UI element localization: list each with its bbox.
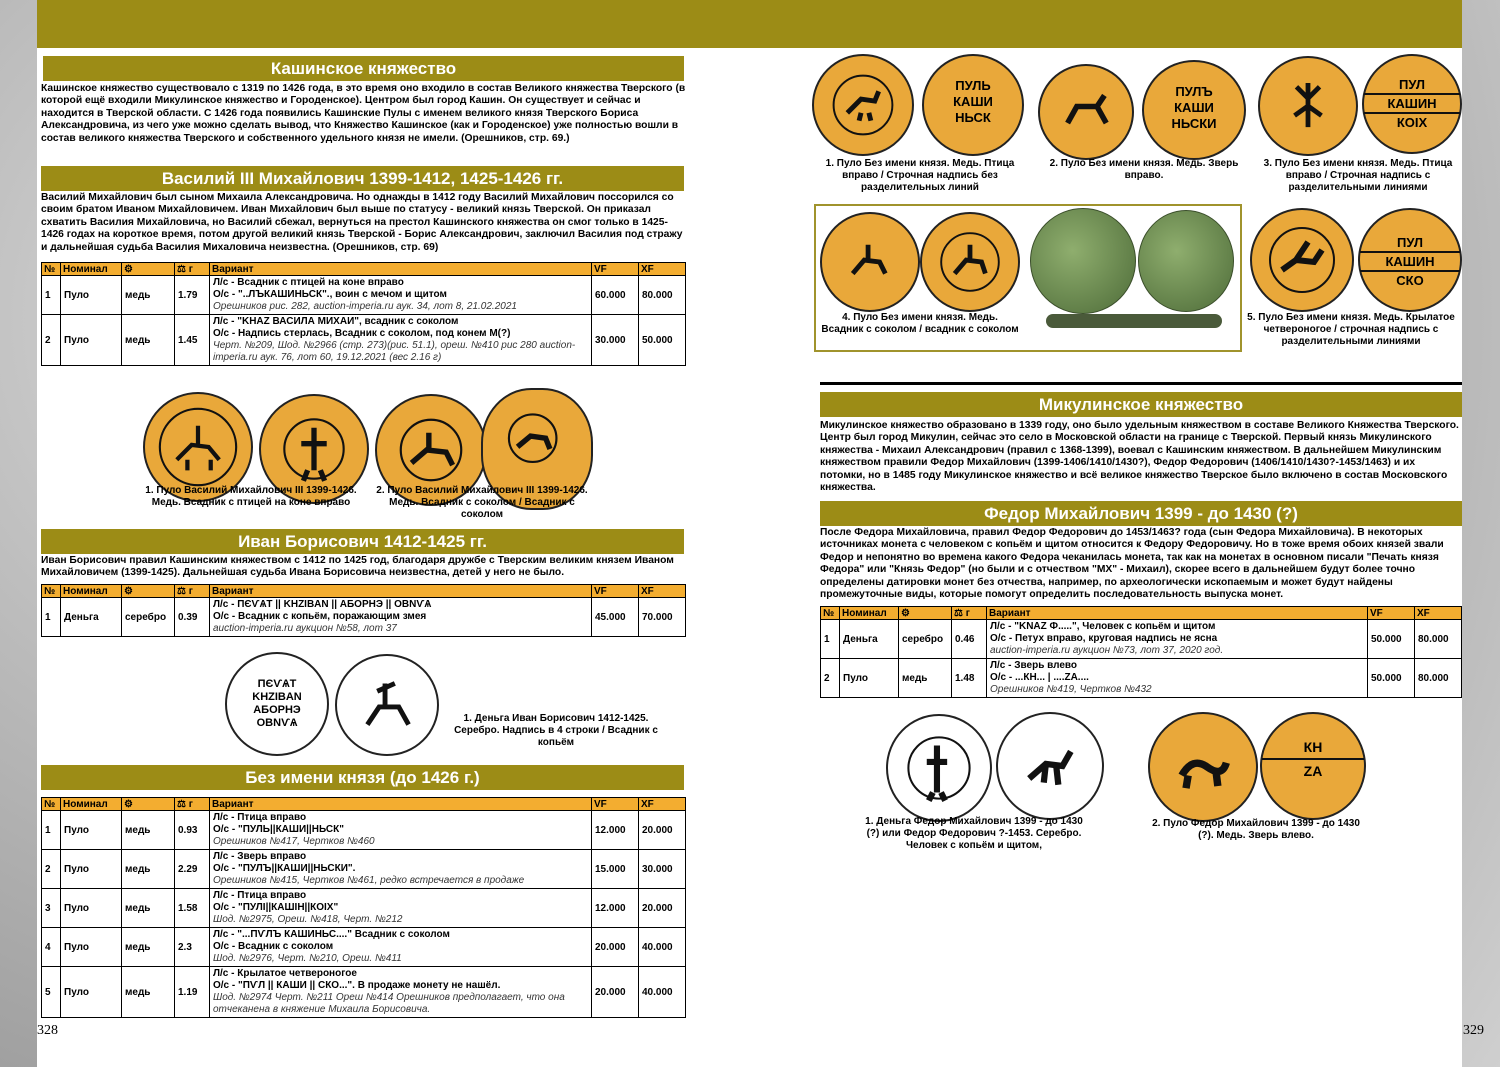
cell-nominal: Деньга [840,620,899,659]
table-row [42,598,686,637]
cell-variant [210,598,592,637]
cell-nominal: Деньга [61,598,122,637]
cell-xf: 30.000 [639,850,686,889]
variant-obverse: Л/с - "KNAZ Ф.....", Человек с копьём и щитом [990,621,1216,632]
variant-obverse: Л/с - ПЄѴѦТ || KHZIBAN || АБОРНЭ || OBNѴѦ [213,599,432,610]
variant-reference: auction-imperia.ru аукцион №58, лот 37 [213,623,397,634]
col-metal: ⚙ [122,585,175,598]
col-variant: Вариант [987,607,1368,620]
cell-variant [210,889,592,928]
inscription-line: ПУЛЪ [1175,84,1213,99]
table-header-row [42,263,686,276]
cell-num: 3 [42,889,61,928]
col-weight: ⚖ г [175,585,210,598]
cell-num: 1 [821,620,840,659]
table-row [42,811,686,850]
caption-noname3: 3. Пуло Без имени князя. Медь. Птица вправо / Строчная надпись с разделительными линиями [1263,158,1453,193]
inscription-line: КОІХ [1396,115,1428,130]
inscription-line: ZA [1262,758,1364,782]
coin-noname2-reverse-image [1142,60,1246,160]
variant-reverse: О/с - "ПУЛЪ||КАШИ||НЬСКИ". [213,863,356,874]
cell-nominal: Пуло [61,889,122,928]
cell-metal: медь [122,315,175,366]
cell-metal: медь [122,811,175,850]
inscription-line: КАШИ [1174,100,1214,115]
col-vf: VF [592,585,639,598]
header-kashin: Кашинское княжество [43,56,684,81]
text-kashin: Кашинское княжество существовало с 1319 по 1426 года, в это время оно входило в состав Великого княжества Тверского (в которой ещё входили Микулинское княжество и Городенское). Центром был город Кашин. Он существует и сейчас и находится в Тверской области. С 1426 года появились Кашинские Пулы с именем великого князя Тверского Бориса Александровича, из чего уже можно сделать вывод, что Княжество Кашинское (как и Городенское) уже полностью вошли в состав великого княжества Тверского и собственного удельного князя не имели. (Орешников, стр. 69.) [41,83,686,144]
col-variant: Вариант [210,263,592,276]
col-nominal: Номинал [61,263,122,276]
cell-vf: 15.000 [592,850,639,889]
cell-vf: 20.000 [592,967,639,1018]
cell-metal: серебро [899,620,952,659]
col-variant: Вариант [210,585,592,598]
col-xf: XF [639,798,686,811]
table-fedor [820,606,1462,698]
table-header-row [821,607,1462,620]
cell-metal: медь [122,967,175,1018]
coin-fedor1-obverse-image [886,714,992,822]
variant-reverse: О/с - Всадник с соколом [213,941,334,952]
variant-obverse: Л/с - Птица вправо [213,812,307,823]
cell-xf: 80.000 [1415,659,1462,698]
inscription-line: КАШИН [1364,93,1460,114]
caption-noname1: 1. Пуло Без имени князя. Медь. Птица вправо / Строчная надпись без разделительных линий [825,158,1015,193]
cell-vf: 60.000 [592,276,639,315]
cell-num: 2 [42,315,61,366]
table-row [42,889,686,928]
cell-nominal: Пуло [61,315,122,366]
cell-xf: 50.000 [639,315,686,366]
variant-reverse: О/с - "ПУЛІ||КАШІН||КОІХ" [213,902,339,913]
table-header-row [42,585,686,598]
col-num: № [42,585,61,598]
col-vf: VF [592,263,639,276]
coin-noname3-obverse-image [1258,56,1358,156]
cell-nominal: Пуло [61,811,122,850]
variant-reference: Орешников №417, Чертков №460 [213,836,375,847]
coin-noname4-photo-obverse-image [1030,208,1136,314]
variant-reverse: О/с - "..ЛЪКАШИНЬСК"., воин с мечом и щитом [213,289,447,300]
cell-nominal: Пуло [61,276,122,315]
cell-variant [210,276,592,315]
cell-vf: 30.000 [592,315,639,366]
cell-variant [987,620,1368,659]
cell-metal: медь [122,889,175,928]
table-row [42,967,686,1018]
col-num: № [42,798,61,811]
col-xf: XF [1415,607,1462,620]
left-page [37,48,750,1067]
col-metal: ⚙ [122,798,175,811]
cell-num: 1 [42,598,61,637]
cell-vf: 50.000 [1368,620,1415,659]
variant-reference: auction-imperia.ru аукцион №73, лот 37, 2020 год. [990,645,1224,656]
inscription-line: ПУЛ [1398,77,1426,92]
variant-reference: Орешников рис. 282, auction-imperia.ru аук. 34, лот 8, 21.02.2021 [213,301,517,312]
inscription-line: OBNѴѦ [256,717,298,729]
cell-variant [210,811,592,850]
cell-weight: 1.79 [175,276,210,315]
cell-num: 2 [42,850,61,889]
inscription-line: KHZIBAN [252,691,302,703]
variant-reference: Орешников №415, Чертков №461, редко встречается в продаже [213,875,525,886]
variant-reverse: О/с - "ПУЛЬ||КАШИ||НЬСК" [213,824,344,835]
inscription-line: ПЄѴѦТ [257,678,297,690]
inscription-line: КАШИН [1360,251,1460,272]
cell-vf: 45.000 [592,598,639,637]
coin-ivan-reverse-image [335,654,439,756]
page-number-left: 328 [37,1023,58,1038]
table-noname [41,797,686,1018]
variant-reference: Шод. №2974 Черт. №211 Ореш №414 Орешников предполагает, что она отчеканена в княжение Михаила Борисовича. [213,992,565,1015]
table-ivan [41,584,686,637]
caption-noname4: 4. Пуло Без имени князя. Медь. Всадник с соколом / всадник с соколом [821,312,1019,335]
coin-fedor2-obverse-image [1148,712,1258,822]
variant-obverse: Л/с - Крылатое четвероногое [213,968,357,979]
col-nominal: Номинал [61,798,122,811]
variant-obverse: Л/с - Зверь вправо [213,851,307,862]
cell-weight: 2.29 [175,850,210,889]
header-fedor: Федор Михайлович 1399 - до 1430 (?) [820,501,1462,526]
col-xf: XF [639,263,686,276]
cell-num: 4 [42,928,61,967]
variant-reference: Орешников №419, Чертков №432 [990,684,1152,695]
col-metal: ⚙ [899,607,952,620]
table-row [42,276,686,315]
cell-xf: 40.000 [639,967,686,1018]
cell-xf: 20.000 [639,811,686,850]
cell-weight: 1.48 [952,659,987,698]
cell-variant [210,315,592,366]
variant-reference: Черт. №209, Шод. №2966 (стр. 273)(рис. 51.1), ореш. №410 рис 280 auction-imperia.ru аук. 76, лот 60, 19.12.2021 (вес 2.16 г) [213,340,576,363]
cell-variant [210,967,592,1018]
cell-vf: 12.000 [592,889,639,928]
cell-nominal: Пуло [61,928,122,967]
coin-noname5-reverse-image [1358,208,1462,312]
cell-vf: 20.000 [592,928,639,967]
col-weight: ⚖ г [175,263,210,276]
inscription-line: НЬСКИ [1171,116,1217,131]
caption-ivan1: 1. Деньга Иван Борисович 1412-1425. Серебро. Надпись в 4 строки / Всадник с копьём [454,713,658,748]
coin-noname3-reverse-image [1362,54,1462,154]
coin-noname4-photo-reverse-image [1138,210,1234,312]
cell-variant [210,928,592,967]
cell-xf: 80.000 [1415,620,1462,659]
cell-xf: 80.000 [639,276,686,315]
cell-num: 2 [821,659,840,698]
cell-num: 5 [42,967,61,1018]
table-row [42,928,686,967]
col-xf: XF [639,585,686,598]
caption-vasily2: 2. Пуло Василий Михайлович III 1399-1426. Медь. Всадник с соколом / Всадник с соколом [376,485,588,520]
cell-vf: 12.000 [592,811,639,850]
variant-reverse: О/с - Надпись стерлась, Всадник с соколом, под конем М(?) [213,328,511,339]
cell-xf: 20.000 [639,889,686,928]
inscription-line: СКО [1396,273,1424,288]
cell-metal: серебро [122,598,175,637]
cell-weight: 1.19 [175,967,210,1018]
caption-fedor1: 1. Деньга Федор Михайлович 1399 - до 1430 (?) или Федор Федорович ?-1453. Серебро. Человек с копьём и щитом, [865,816,1083,851]
col-metal: ⚙ [122,263,175,276]
col-weight: ⚖ г [952,607,987,620]
inscription-line: НЬСК [955,110,991,125]
cell-metal: медь [122,276,175,315]
cell-xf: 40.000 [639,928,686,967]
section-divider [820,382,1462,385]
coin-noname4-reverse-image [920,212,1020,312]
col-variant: Вариант [210,798,592,811]
variant-reference: Шод. №2976, Черт. №210, Ореш. №411 [213,953,402,964]
cell-weight: 0.39 [175,598,210,637]
header-mikulin: Микулинское княжество [820,392,1462,417]
coin-fedor2-reverse-image [1260,712,1366,820]
page-number-right: 329 [1463,1023,1484,1038]
variant-reverse: О/с - Петух вправо, круговая надпись не ясна [990,633,1218,644]
cell-variant [210,850,592,889]
coin-edge-photo-image [1046,314,1222,328]
col-vf: VF [592,798,639,811]
header-ivan: Иван Борисович 1412-1425 гг. [41,529,684,554]
coin-noname1-obverse-image [812,54,914,156]
table-row [42,850,686,889]
right-page [750,48,1484,1067]
variant-obverse: Л/с - Птица вправо [213,890,307,901]
coin-fedor1-reverse-image [996,712,1104,820]
cell-metal: медь [122,850,175,889]
cell-metal: медь [899,659,952,698]
caption-fedor2: 2. Пуло Федор Михайлович 1399 - до 1430 (?). Медь. Зверь влево. [1152,818,1360,841]
coin-noname4-obverse-image [820,212,920,312]
col-num: № [42,263,61,276]
variant-obverse: Л/с - Зверь влево [990,660,1078,671]
table-vasily [41,262,686,366]
table-row [821,620,1462,659]
text-mikulin: Микулинское княжество образовано в 1339 году, оно было удельным княжеством в составе Великого Княжества Тверского. Центр был город Микулин, сейчас это село в Московской области на границе с Тверской. Первый князь Микулинского княжества - Михаил Александрович (правил с 1368-1399), воевал с Кашинским княжеством. В дальнейшем Микулинским княжеством правили Федор Михайлович (1399-1406/1410/1430?), Федор Федорович (1406/1410/1430?-1453/1463) и их потомки, но в 1485 году Микулинское княжество и всё великое княжество Тверское было включено в состав Московского княжества. [820,420,1459,494]
inscription-line: АБОРНЭ [253,704,301,716]
cell-weight: 1.58 [175,889,210,928]
header-vasily: Василий III Михайлович 1399-1412, 1425-1426 гг. [41,166,684,191]
col-nominal: Номинал [61,585,122,598]
cell-vf: 50.000 [1368,659,1415,698]
coin-noname1-reverse-image [922,54,1024,156]
table-row [821,659,1462,698]
cell-weight: 1.45 [175,315,210,366]
coin-noname5-obverse-image [1250,208,1354,312]
cell-num: 1 [42,811,61,850]
variant-reverse: О/с - "ПѴЛ || КАШИ || СКО...". В продаже монету не нашёл. [213,980,501,991]
cell-num: 1 [42,276,61,315]
cell-nominal: Пуло [61,850,122,889]
coin-ivan-obverse-image [225,652,329,756]
coin-noname2-obverse-image [1038,64,1134,160]
table-header-row [42,798,686,811]
variant-obverse: Л/с - Всадник с птицей на коне вправо [213,277,404,288]
variant-reverse: О/с - Всадник с копьём, поражающим змея [213,611,427,622]
inscription-line: ПУЛ [1396,235,1424,250]
variant-obverse: Л/с - "...ПѴЛЪ КАШИНЬС...." Всадник с соколом [213,929,450,940]
header-noname: Без имени князя (до 1426 г.) [41,765,684,790]
text-fedor: После Федора Михайловича, правил Федор Федорович до 1453/1463? года (сын Федора Михайловича). В некоторых источниках монета с человеком с копьём и щитом относится к Федору Федоровичу. Но в тоже время обоих князей звали Федор и непонятно во времена какого Федора чеканилась монета, так как на монетах в основном писали "Печать князя Федора" или "Князь Федор" (но были и с отчеством "МХ" - Михаил), скорее всего в дальнейшем будут более точно определены датировки монет без отчества, например, по археологически ископаемым и может будут найдены промежуточные виды, которые помогут определить последовательность выпуска монет. [820,527,1444,601]
cell-weight: 0.93 [175,811,210,850]
variant-reference: Шод. №2975, Ореш. №418, Черт. №212 [213,914,403,925]
cell-variant [987,659,1368,698]
caption-noname5: 5. Пуло Без имени князя. Медь. Крылатое четвероногое / строчная надпись с разделительными линиями [1247,312,1455,347]
cell-weight: 2.3 [175,928,210,967]
cell-xf: 70.000 [639,598,686,637]
table-row [42,315,686,366]
inscription-line: КАШИ [953,94,993,109]
text-ivan: Иван Борисович правил Кашинским княжеством с 1412 по 1425 год, благодаря дружбе с Тверским великим князем Иваном Михайловичем (1399-1425). Дальнейшая судьба Ивана Борисовича неизвестна, детей у него не было. [41,555,674,579]
top-banner [37,0,1462,48]
cell-nominal: Пуло [61,967,122,1018]
cell-nominal: Пуло [840,659,899,698]
variant-reverse: О/с - ...КН... | ....ZA.... [990,672,1089,683]
variant-obverse: Л/с - "KHAZ ВАСИЛА МИХАИ", всадник с соколом [213,316,459,327]
cell-metal: медь [122,928,175,967]
text-vasily: Василий Михайлович был сыном Михаила Александровича. Но однажды в 1412 году Василий Михайлович поссорился со своим братом Иваном Михайловичем. Иван Михайлович был выше по статусу - великий князь Тверской. Он приказал схватить Василия Михайловича, но Василий сбежал, вернуться на престол Кашинского княжества он смог только в 1425-1426 годах на короткое время, потом другой великий князь Тверской - Борис Александрович, заключил Василия под стражу и дальнейшая судьба Василия Михаловича неизвестна. (Орешников, стр. 69) [41,192,683,253]
caption-noname2: 2. Пуло Без имени князя. Медь. Зверь вправо. [1049,158,1239,181]
caption-vasily1: 1. Пуло Василий Михайлович III 1399-1426. Медь. Всадник с птицей на коне вправо [145,485,357,508]
inscription-line: КН [1303,739,1323,755]
cell-weight: 0.46 [952,620,987,659]
col-weight: ⚖ г [175,798,210,811]
col-vf: VF [1368,607,1415,620]
col-nominal: Номинал [840,607,899,620]
col-num: № [821,607,840,620]
inscription-line: ПУЛЬ [955,78,991,93]
